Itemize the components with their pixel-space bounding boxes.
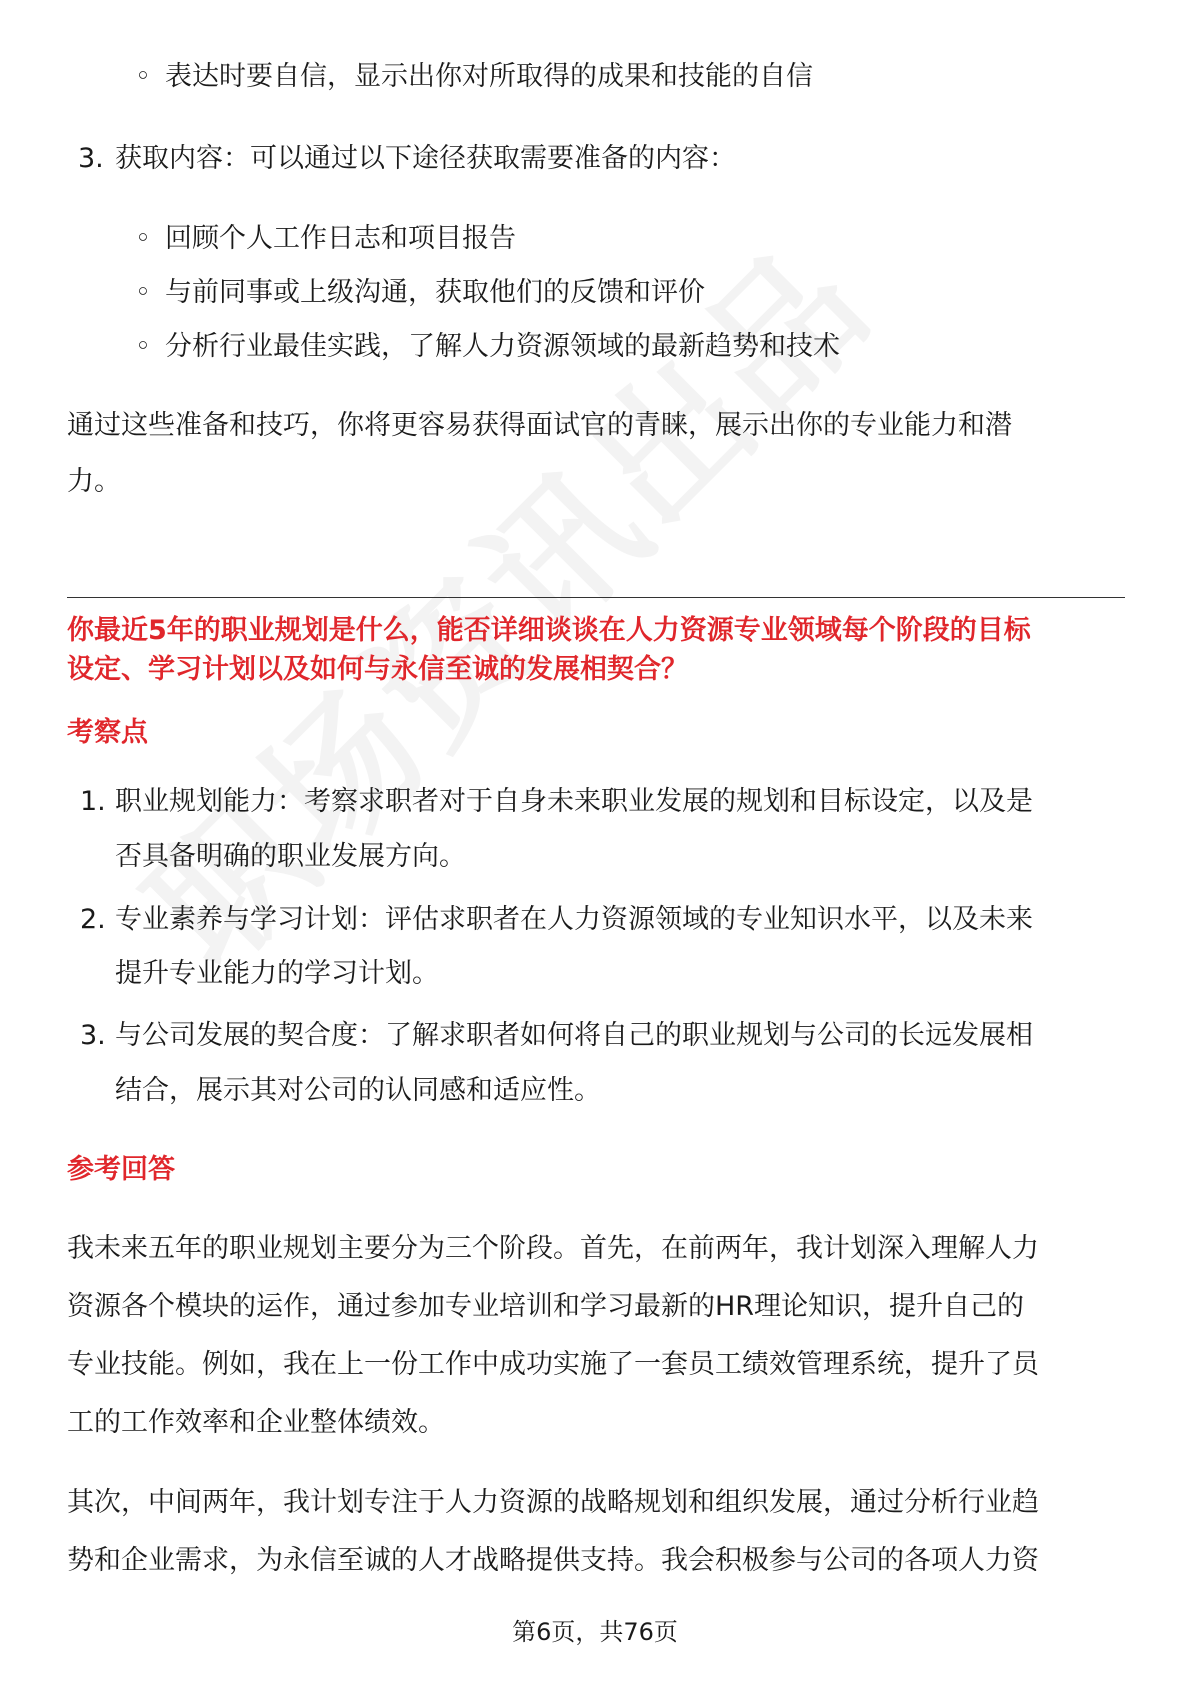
question-title: 设定、学习计划以及如何与永信至诚的发展相契合？: [67, 654, 688, 685]
bullet-marker: ◦: [135, 331, 151, 362]
list-number: 3.: [80, 1020, 106, 1051]
section-heading: 参考回答: [67, 1154, 175, 1185]
list-item-text: 职业规划能力：考察求职者对于自身未来职业发展的规划和目标设定，以及是: [115, 786, 1033, 817]
list-item-text: 结合，展示其对公司的认同感和适应性。: [115, 1075, 601, 1106]
bullet-text: 分析行业最佳实践，了解人力资源领域的最新趋势和技术: [165, 331, 840, 362]
bullet-marker: ◦: [135, 223, 151, 254]
bullet-marker: ◦: [135, 61, 151, 92]
list-number: 2.: [80, 904, 106, 935]
page-number: 第6页，共76页: [512, 1618, 678, 1646]
bullet-text: 表达时要自信，显示出你对所取得的成果和技能的自信: [165, 61, 813, 92]
answer-line: 资源各个模块的运作，通过参加专业培训和学习最新的HR理论知识，提升自己的: [67, 1291, 1025, 1322]
answer-line: 我未来五年的职业规划主要分为三个阶段。首先，在前两年，我计划深入理解人力: [67, 1233, 1039, 1264]
list-item-text: 否具备明确的职业发展方向。: [115, 841, 466, 872]
list-item-text: 与公司发展的契合度：了解求职者如何将自己的职业规划与公司的长远发展相: [115, 1020, 1033, 1051]
summary-line: 力。: [67, 466, 121, 497]
bullet-text: 回顾个人工作日志和项目报告: [165, 223, 516, 254]
section-divider: [67, 597, 1125, 598]
list-item-text: 获取内容：可以通过以下途径获取需要准备的内容：: [115, 143, 736, 174]
answer-line: 势和企业需求，为永信至诚的人才战略提供支持。我会积极参与公司的各项人力资: [67, 1545, 1039, 1576]
section-heading: 考察点: [67, 717, 148, 748]
question-title: 你最近5年的职业规划是什么，能否详细谈谈在人力资源专业领域每个阶段的目标: [67, 615, 1031, 646]
list-item-text: 专业素养与学习计划：评估求职者在人力资源领域的专业知识水平，以及未来: [115, 904, 1033, 935]
answer-line: 专业技能。例如，我在上一份工作中成功实施了一套员工绩效管理系统，提升了员: [67, 1349, 1039, 1380]
bullet-marker: ◦: [135, 277, 151, 308]
summary-line: 通过这些准备和技巧，你将更容易获得面试官的青睐，展示出你的专业能力和潜: [67, 410, 1012, 441]
answer-line: 工的工作效率和企业整体绩效。: [67, 1407, 445, 1438]
answer-line: 其次，中间两年，我计划专注于人力资源的战略规划和组织发展，通过分析行业趋: [67, 1487, 1039, 1518]
bullet-text: 与前同事或上级沟通，获取他们的反馈和评价: [165, 277, 705, 308]
list-number: 1.: [80, 786, 106, 817]
list-item-text: 提升专业能力的学习计划。: [115, 958, 439, 989]
list-number: 3.: [78, 143, 104, 174]
